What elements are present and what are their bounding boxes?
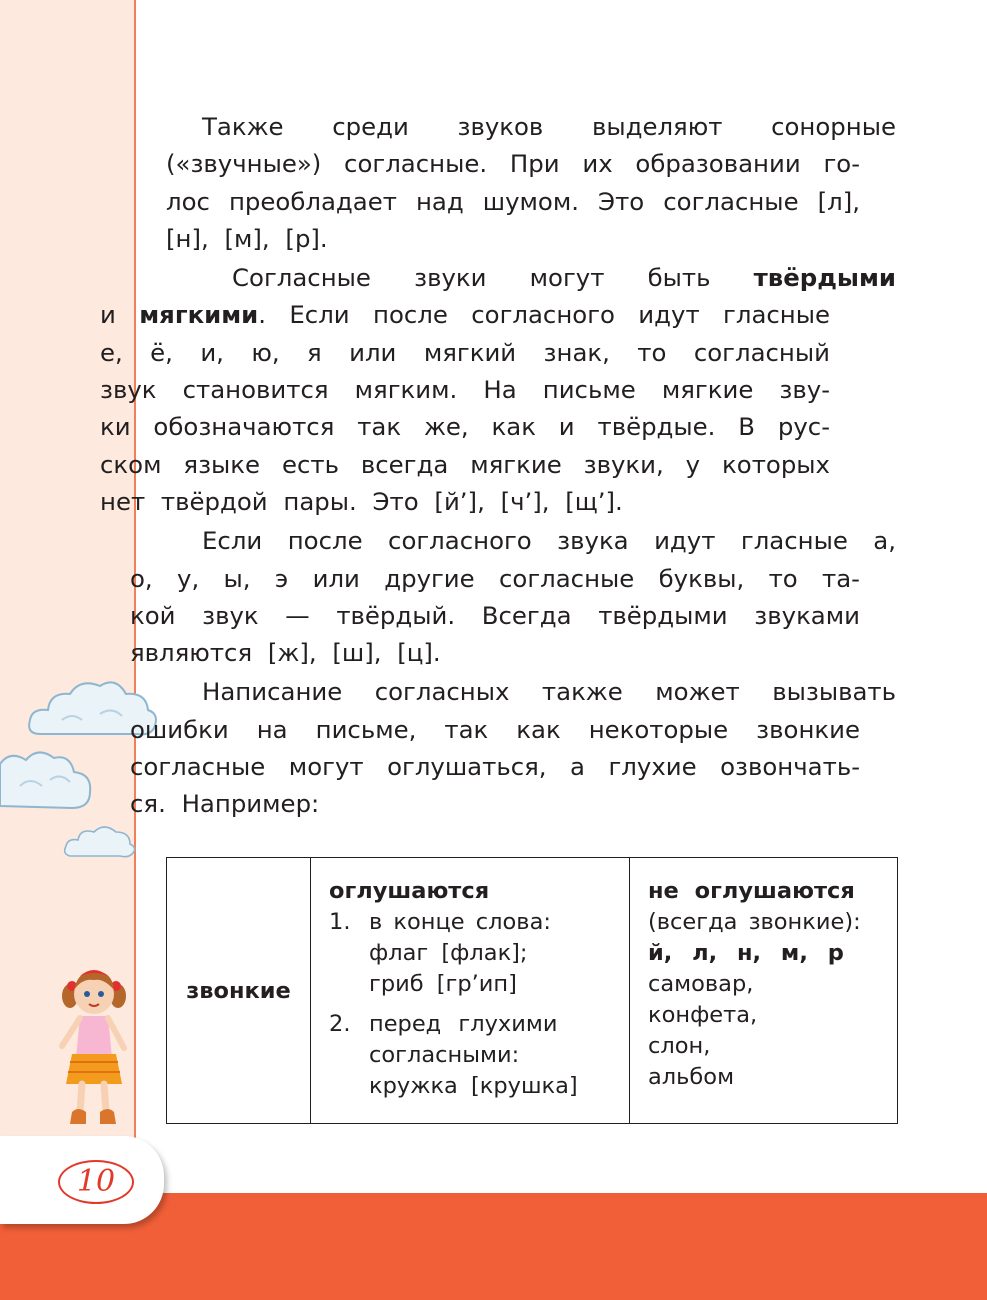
header-not-devoiced: не оглушаются bbox=[648, 878, 855, 904]
text-line: являются [ж], [ш], [ц]. bbox=[130, 638, 441, 668]
text-line: [н], [м], [р]. bbox=[166, 223, 328, 253]
text-fragment: . Если после согласного идут гласные bbox=[258, 300, 831, 330]
text-line: ошибки на письме, так как некоторые звонкие bbox=[130, 714, 860, 744]
row-label-voiced: звонкие bbox=[186, 977, 291, 1004]
subheader-always-voiced: (всегда звонкие): bbox=[648, 909, 861, 935]
bold-term-soft: мягкими bbox=[139, 300, 259, 330]
paragraph-voicing bbox=[130, 673, 896, 822]
table-cell-devoiced bbox=[311, 858, 630, 1123]
text-line: о, у, ы, э или другие согласные буквы, то та- bbox=[130, 563, 860, 593]
item-text bbox=[369, 907, 619, 1000]
text-line: Согласные звуки могут быть bbox=[232, 263, 754, 293]
bold-term-hard: твёрдыми bbox=[753, 263, 896, 293]
text-line: кружка [крушка] bbox=[369, 1073, 578, 1099]
header-devoiced: оглушаются bbox=[329, 878, 490, 904]
text-line: ском языке есть всегда мягкие звуки, у которых bbox=[100, 449, 830, 479]
text-line: согласными: bbox=[369, 1042, 520, 1068]
main-text bbox=[100, 108, 896, 823]
item-text bbox=[369, 1009, 619, 1102]
table-row-label-cell bbox=[167, 858, 311, 1123]
text-line: нет твёрдой пары. Это [й’], [ч’], [щ’]. bbox=[100, 486, 623, 516]
text-line: е, ё, и, ю, я или мягкий знак, то согласный bbox=[100, 337, 830, 367]
text-line: («звучные») согласные. При их образовании го- bbox=[166, 149, 860, 179]
sonorant-letters: й, л, н, м, р bbox=[648, 940, 844, 966]
text-line: ки обозначаются так же, как и твёрдые. В рус- bbox=[100, 412, 830, 442]
list-item bbox=[329, 907, 629, 1000]
example-word: конфета, bbox=[648, 1002, 758, 1028]
table-cell-not-devoiced bbox=[630, 858, 897, 1123]
text-line: звук становится мягким. На письме мягкие зву- bbox=[100, 375, 830, 405]
text-line: флаг [флак]; bbox=[369, 940, 528, 966]
text-line: Также среди звуков выделяют сонорные bbox=[202, 112, 896, 141]
page-number: 10 bbox=[76, 1164, 116, 1199]
paragraph-sonorant bbox=[166, 108, 896, 257]
text-line: ся. Например: bbox=[130, 789, 320, 819]
text-line: лос преобладает над шумом. Это согласные [л], bbox=[166, 186, 860, 216]
cloud-illustration-left bbox=[0, 746, 96, 818]
text-line: Написание согласных также может вызывать bbox=[202, 677, 896, 707]
paragraph-hard-consonants bbox=[130, 522, 896, 671]
list-item bbox=[329, 1009, 629, 1102]
cloud-illustration-small bbox=[62, 822, 138, 862]
text-line: Если после согласного звука идут гласные а, bbox=[202, 526, 896, 556]
text-line: гриб [гр’ип] bbox=[369, 971, 517, 997]
text-fragment: и bbox=[100, 300, 140, 330]
example-word: альбом bbox=[648, 1064, 735, 1090]
text-line bbox=[100, 296, 830, 333]
paragraph-hard-soft bbox=[100, 259, 896, 520]
text-line: согласные могут оглушаться, а глухие озвончать- bbox=[130, 752, 860, 782]
example-word: самовар, bbox=[648, 971, 754, 997]
item-number: 2. bbox=[329, 1011, 351, 1037]
voicing-table bbox=[166, 857, 898, 1124]
example-word: слон, bbox=[648, 1033, 711, 1059]
text-line: кой звук — твёрдый. Всегда твёрдыми звуками bbox=[130, 600, 860, 630]
text-line: в конце слова: bbox=[369, 909, 551, 935]
text-line: перед глухими bbox=[369, 1011, 558, 1037]
girl-illustration bbox=[48, 966, 132, 1130]
item-number: 1. bbox=[329, 909, 351, 935]
